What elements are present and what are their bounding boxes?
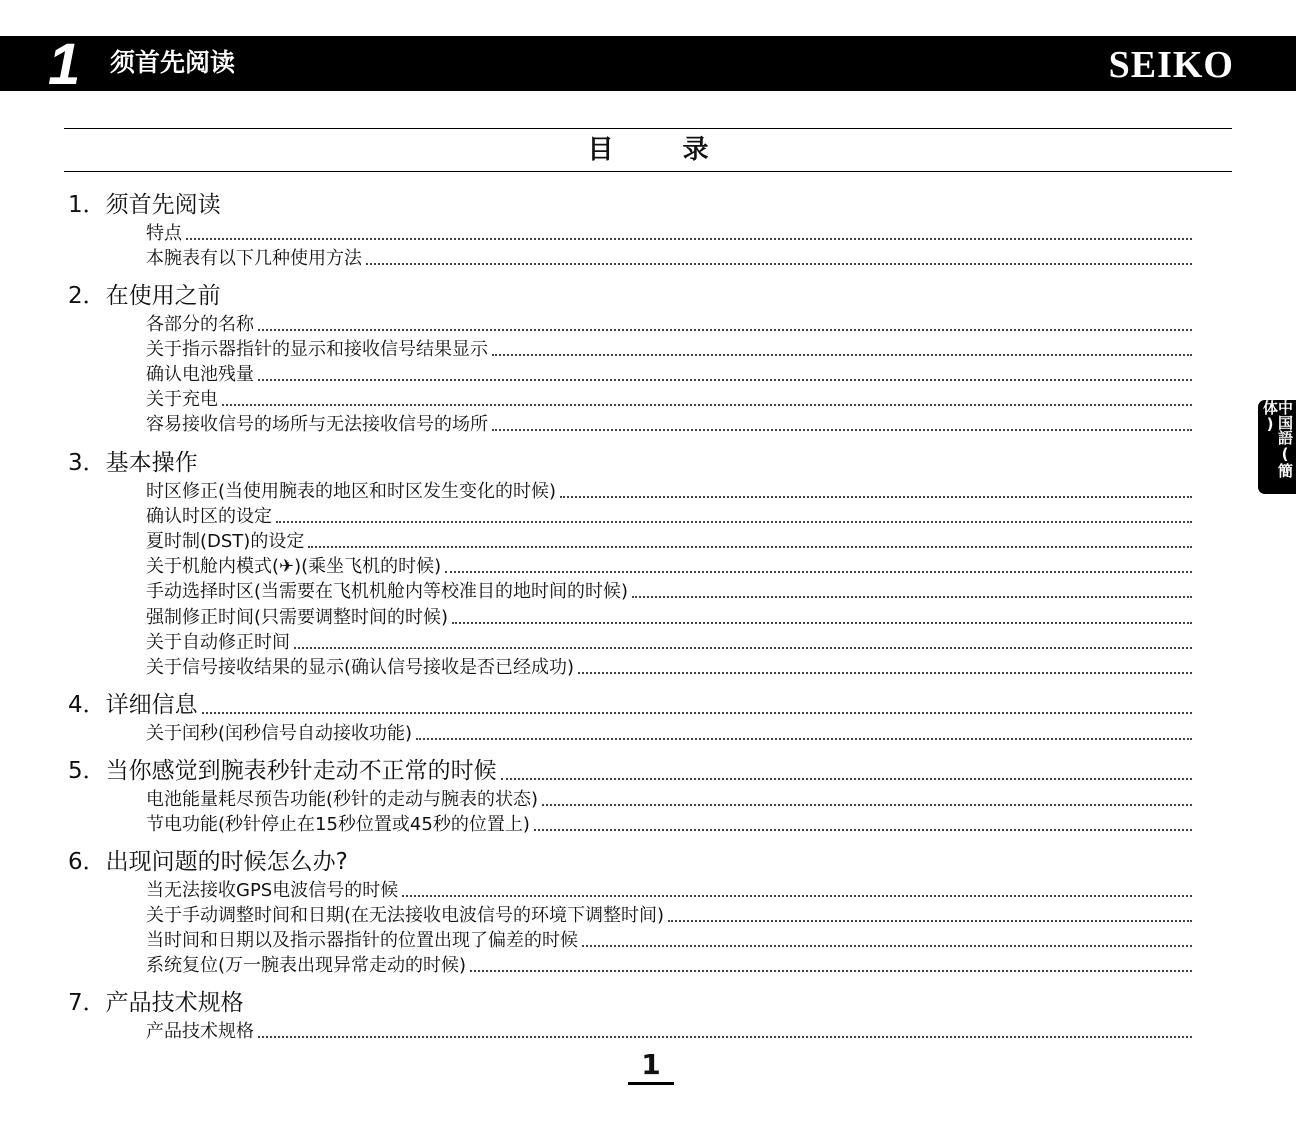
dot-leader xyxy=(258,1036,1192,1038)
toc-entry[interactable]: 关于指示器指针的显示和接收信号结果显示 xyxy=(146,339,488,360)
toc-entry[interactable]: 产品技术规格 xyxy=(146,1021,254,1042)
toc-section-title[interactable]: 2．在使用之前 xyxy=(68,283,221,309)
dot-leader xyxy=(492,429,1192,431)
airplane-icon: ✈ xyxy=(279,556,295,577)
dot-leader xyxy=(452,622,1192,624)
dot-leader xyxy=(632,596,1192,598)
toc-entry[interactable]: 确认时区的设定 xyxy=(146,506,272,527)
dot-leader xyxy=(501,778,1192,780)
toc-section-title[interactable]: 4．详细信息 xyxy=(68,692,198,718)
toc-entry-label: 关于机舱内模式( xyxy=(146,556,280,577)
toc-entry[interactable]: 节电功能(秒针停止在15秒位置或45秒的位置上) xyxy=(146,814,530,835)
dot-leader xyxy=(445,571,1192,573)
dot-leader xyxy=(366,263,1192,265)
dot-leader xyxy=(492,354,1192,356)
toc-heading: 目 录 xyxy=(64,128,1232,172)
toc-entry[interactable]: 时区修正(当使用腕表的地区和时区发生变化的时候) xyxy=(146,481,557,502)
dot-leader xyxy=(582,945,1192,947)
toc-entry[interactable]: 关于自动修正时间 xyxy=(146,632,290,653)
dot-leader xyxy=(258,329,1192,331)
toc-entry[interactable]: 当无法接收GPS电波信号的时候 xyxy=(146,880,399,901)
dot-leader xyxy=(186,238,1192,240)
toc-entry[interactable]: 容易接收信号的场所与无法接收信号的场所 xyxy=(146,414,488,435)
dot-leader xyxy=(222,404,1192,406)
toc-section-title[interactable]: 3．基本操作 xyxy=(68,450,198,476)
dot-leader xyxy=(560,496,1192,498)
toc-section-title[interactable]: 1．须首先阅读 xyxy=(68,192,221,218)
dot-leader xyxy=(668,920,1192,922)
toc-entry[interactable]: 确认电池残量 xyxy=(146,364,254,385)
toc-entry[interactable]: 各部分的名称 xyxy=(146,314,254,335)
dot-leader xyxy=(258,379,1192,381)
toc-entry[interactable] xyxy=(146,555,441,579)
chapter-title: 须首先阅读 xyxy=(110,48,236,77)
dot-leader xyxy=(276,521,1192,523)
toc-entry-label: )(乘坐飞机的时候) xyxy=(294,556,442,577)
toc-entry[interactable]: 强制修正时间(只需要调整时间的时候) xyxy=(146,607,449,628)
page-number: 1 xyxy=(628,1048,674,1085)
toc-entry[interactable]: 夏时制(DST)的设定 xyxy=(146,531,305,552)
chapter-number: 1 xyxy=(48,32,81,97)
toc-entry[interactable]: 关于手动调整时间和日期(在无法接收电波信号的环境下调整时间) xyxy=(146,905,665,926)
dot-leader xyxy=(294,647,1192,649)
dot-leader xyxy=(202,712,1192,714)
language-tab[interactable]: 中国語(簡体) xyxy=(1258,400,1296,494)
toc-entry[interactable]: 手动选择时区(当需要在飞机机舱内等校准目的地时间的时候) xyxy=(146,581,629,602)
toc-section-title[interactable]: 6．出现问题的时候怎么办? xyxy=(68,849,348,875)
header-bar xyxy=(0,32,1296,97)
toc-entry[interactable]: 关于充电 xyxy=(146,389,218,410)
toc-entry[interactable]: 关于闰秒(闰秒信号自动接收功能) xyxy=(146,723,413,744)
toc-entry[interactable]: 电池能量耗尽预告功能(秒针的走动与腕表的状态) xyxy=(146,789,539,810)
toc-section-title[interactable]: 7．产品技术规格 xyxy=(68,990,244,1016)
dot-leader xyxy=(534,829,1192,831)
dot-leader xyxy=(402,895,1192,897)
toc-entry[interactable]: 本腕表有以下几种使用方法 xyxy=(146,248,362,269)
dot-leader xyxy=(578,672,1192,674)
toc-entry[interactable]: 当时间和日期以及指示器指针的位置出现了偏差的时候 xyxy=(146,930,578,951)
toc-entry[interactable]: 关于信号接收结果的显示(确认信号接收是否已经成功) xyxy=(146,657,575,678)
toc-entry[interactable]: 特点 xyxy=(146,223,182,244)
brand-logo: SEIKO xyxy=(1108,44,1234,86)
toc-entry[interactable]: 系统复位(万一腕表出现异常走动的时候) xyxy=(146,955,467,976)
dot-leader xyxy=(416,738,1192,740)
toc-section-title[interactable]: 5．当你感觉到腕表秒针走动不正常的时候 xyxy=(68,758,497,784)
dot-leader xyxy=(308,546,1192,548)
dot-leader xyxy=(542,804,1192,806)
dot-leader xyxy=(470,970,1192,972)
